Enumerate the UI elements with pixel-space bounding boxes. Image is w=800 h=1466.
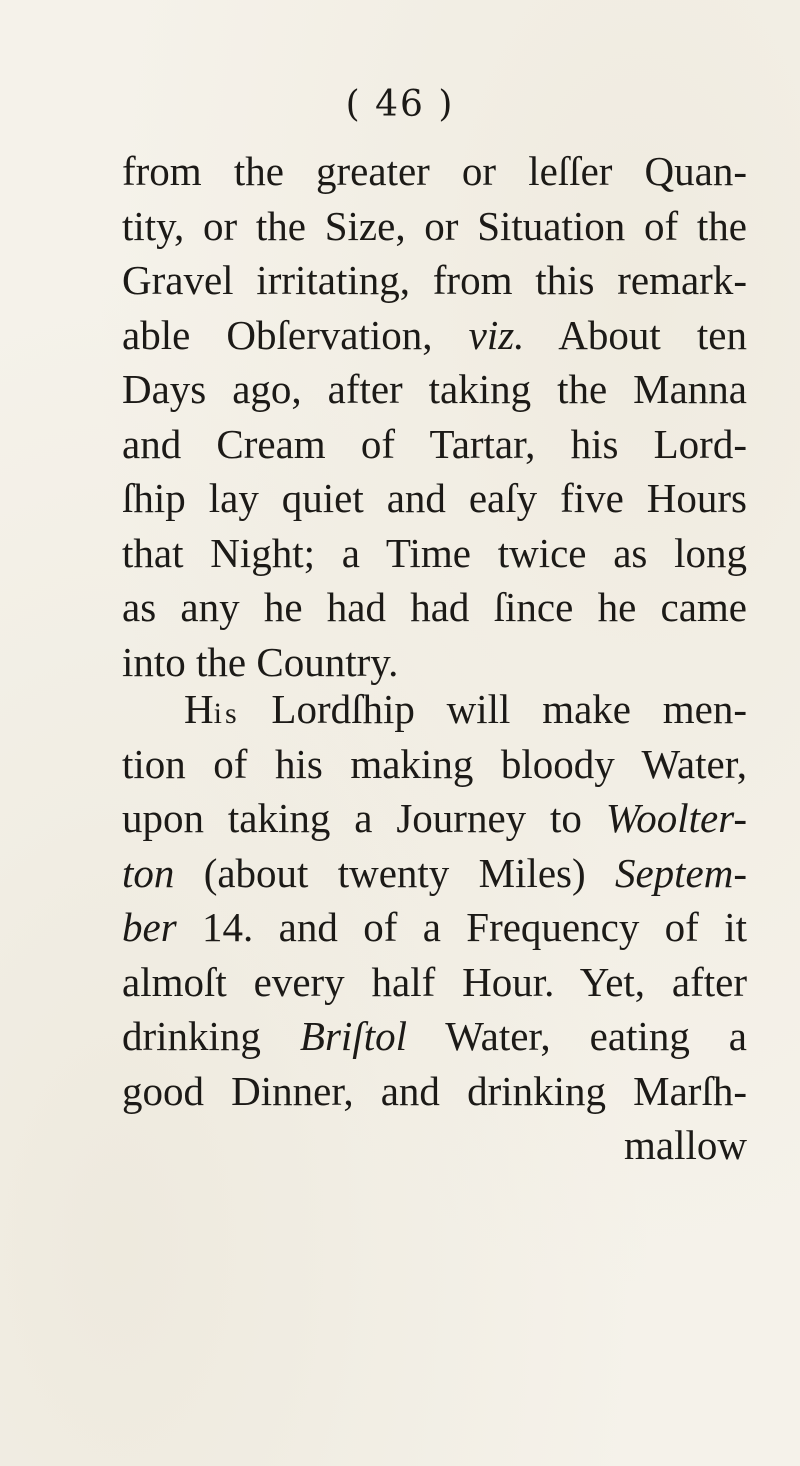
text-line bbox=[122, 900, 747, 955]
line-end: About ten bbox=[524, 311, 747, 358]
text-line: and Cream of Tartar, his Lord- bbox=[122, 420, 747, 467]
italic-word: Briſtol bbox=[299, 1013, 407, 1059]
italic-word: Woolter- bbox=[605, 795, 747, 841]
line-mid: (about twenty Miles) bbox=[174, 849, 615, 896]
italic-word: viz. bbox=[468, 311, 525, 358]
italic-word: ton bbox=[122, 849, 175, 896]
text-line: good Dinner, and drinking Marſh- bbox=[122, 1067, 747, 1114]
text-line bbox=[122, 791, 747, 846]
text-line: into the Country. bbox=[122, 638, 399, 685]
text-line: tity, or the Size, or Situation of the bbox=[122, 202, 747, 249]
line-end: 14. and of a Frequency of it bbox=[176, 904, 747, 950]
initial-letter: H bbox=[184, 686, 214, 732]
page-number: ( 46 ) bbox=[345, 84, 455, 125]
catchword: mallow bbox=[624, 1122, 747, 1168]
text-line: that Night; a Time twice as long bbox=[122, 529, 747, 576]
paragraph-2 bbox=[122, 682, 747, 1173]
text-line: almoſt every half Hour. Yet, after bbox=[122, 958, 747, 1005]
paragraph-1 bbox=[122, 144, 747, 689]
italic-word: Septem- bbox=[614, 849, 747, 896]
small-caps-word: is bbox=[213, 697, 240, 730]
text-line: from the greater or leſſer Quan- bbox=[122, 148, 747, 194]
italic-word: ber bbox=[122, 904, 177, 950]
text-line: Gravel irritating, from this remark- bbox=[122, 257, 747, 303]
text-line: ſhip lay quiet and eaſy five Hours bbox=[122, 475, 747, 521]
text-line: tion of his making bloody Water, bbox=[122, 740, 747, 787]
text-line: as any he had had ſince he came bbox=[122, 584, 747, 630]
text-line bbox=[122, 1009, 747, 1064]
line-end: Lordſhip will make men- bbox=[239, 686, 747, 732]
text-line bbox=[122, 682, 747, 737]
line-end: Water, eating a bbox=[406, 1013, 747, 1059]
line-start: able Obſervation, bbox=[122, 311, 469, 358]
text-line bbox=[122, 846, 747, 901]
text-line bbox=[122, 308, 747, 363]
line-start: drinking bbox=[122, 1013, 300, 1059]
text-line: Days ago, after taking the Manna bbox=[122, 366, 747, 412]
line-start: upon taking a Journey to bbox=[122, 795, 606, 841]
